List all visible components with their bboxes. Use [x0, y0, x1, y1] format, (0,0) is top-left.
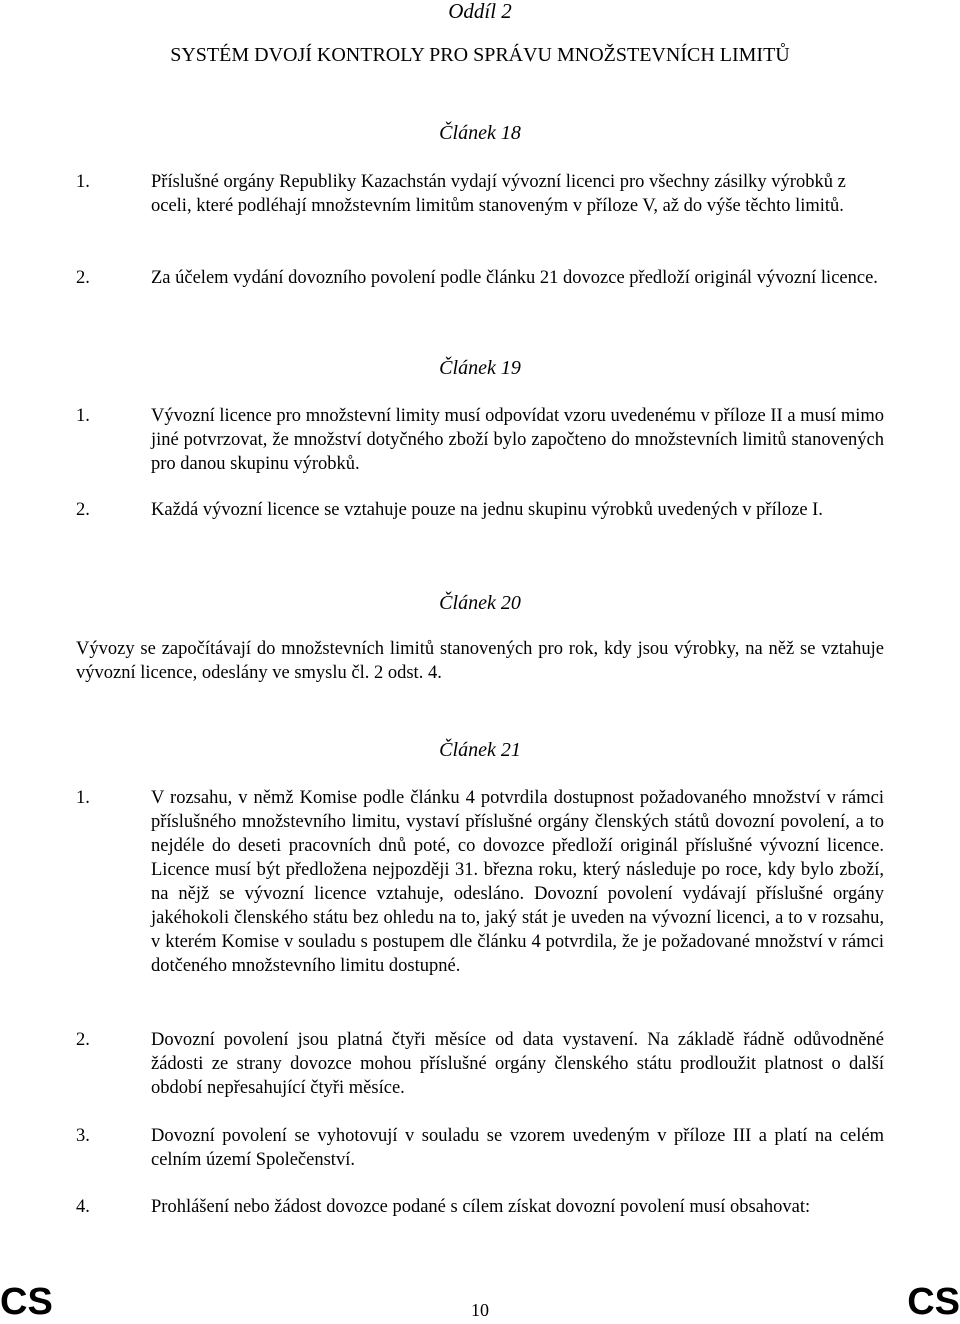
article-21-paragraph-2 — [76, 1028, 884, 1100]
paragraph-text: Za účelem vydání dovozního povolení podle článku 21 dovozce předloží originál vývozní licence. — [151, 268, 878, 288]
article-19-paragraph-2 — [76, 498, 884, 522]
article-19-title: Článek 19 — [439, 357, 521, 379]
paragraph-text: Vývozní licence pro množstevní limity musí odpovídat vzoru uvedenému v příloze II a musí mimo jiné potvrzovat, že množství dotyčného zboží bylo započteno do množstevních limitů stanovených pro danou skupinu výrobků. — [151, 406, 884, 474]
paragraph-number: 4. — [76, 1197, 90, 1217]
article-18-title: Článek 18 — [439, 122, 521, 144]
footer-language-code-left: CS — [0, 1281, 53, 1323]
section-heading: SYSTÉM DVOJÍ KONTROLY PRO SPRÁVU MNOŽSTEVNÍCH LIMITŮ — [170, 44, 790, 66]
footer-language-code-right: CS — [907, 1281, 960, 1323]
paragraph-text: Prohlášení nebo žádost dovozce podané s cílem získat dovozní povolení musí obsahovat: — [151, 1197, 811, 1217]
paragraph-number: 2. — [76, 268, 90, 288]
paragraph-number: 2. — [76, 500, 90, 520]
article-21-paragraph-3 — [76, 1124, 884, 1172]
paragraph-text: Příslušné orgány Republiky Kazachstán vydají vývozní licenci pro všechny zásilky výrobků z oceli, které podléhají množstevním limitům stanoveným v příloze V, až do výše těchto limitů. — [151, 172, 846, 216]
article-20-paragraph: Vývozy se započítávají do množstevních limitů stanovených pro rok, kdy jsou výrobky, na něž se vztahuje vývozní licence, odeslány ve smyslu čl. 2 odst. 4. — [76, 639, 884, 683]
paragraph-text: Dovozní povolení jsou platná čtyři měsíce od data vystavení. Na základě řádně odůvodněné žádosti ze strany dovozce mohou příslušné orgány členského státu prodloužit platnost o další období nepřesahující čtyři měsíce. — [151, 1030, 884, 1098]
paragraph-text: V rozsahu, v němž Komise podle článku 4 potvrdila dostupnost požadovaného množství v rámci příslušného množstevního limitu, vystaví příslušné orgány členských států dovozní povolení, a to nejdéle do deseti pracovních dnů poté, co dovozce předloží originál příslušné vývozní licence. Licence musí být předložena nejpozději 31. března roku, který následuje po roce, kdy bylo zboží, na nějž se vývozní licence vztahuje, odesláno. Dovozní povolení vydávají příslušné orgány jakéhokoli členského státu bez ohledu na to, jaký stát je uveden na vývozní licenci, a to v rozsahu, v kterém Komise v souladu s postupem dle článku 4 potvrdila, že je požadované množství v rámci dotčeného množstevního limitu dostupné. — [151, 788, 884, 976]
paragraph-text: Dovozní povolení se vyhotovují v souladu se vzorem uvedeným v příloze III a platí na celém celním území Společenství. — [151, 1126, 884, 1170]
paragraph-number: 1. — [76, 172, 90, 192]
paragraph-number: 2. — [76, 1030, 90, 1050]
article-18-paragraph-1 — [76, 170, 884, 218]
paragraph-number: 1. — [76, 788, 90, 808]
section-label: Oddíl 2 — [448, 0, 512, 23]
paragraph-number: 1. — [76, 406, 90, 426]
article-20-title: Článek 20 — [439, 592, 521, 614]
article-21-paragraph-1 — [76, 786, 884, 978]
article-19-paragraph-1 — [76, 404, 884, 476]
paragraph-text: Každá vývozní licence se vztahuje pouze na jednu skupinu výrobků uvedených v příloze I. — [151, 500, 823, 520]
article-21-title: Článek 21 — [439, 739, 521, 761]
article-21-paragraph-4 — [76, 1195, 884, 1219]
article-18-paragraph-2 — [76, 266, 884, 290]
paragraph-number: 3. — [76, 1126, 90, 1146]
page-number: 10 — [471, 1300, 489, 1320]
